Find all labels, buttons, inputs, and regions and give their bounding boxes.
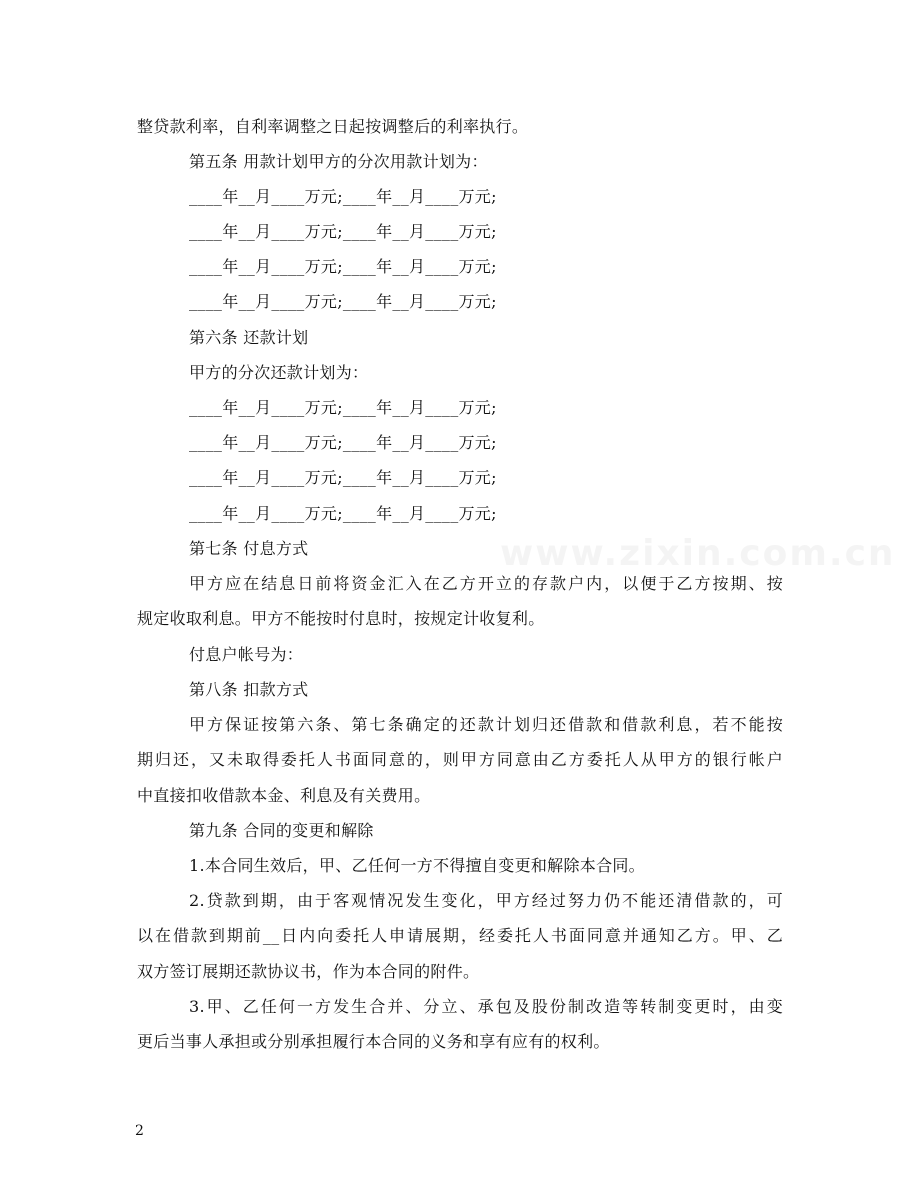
paragraph-line: 付息户帐号为：: [189, 645, 304, 664]
paragraph-line: 整贷款利率，自利率调整之日起按调整后的利率执行。: [137, 117, 529, 136]
article-7-heading: 第七条 付息方式: [189, 539, 309, 558]
page-number: 2: [135, 1123, 144, 1139]
schedule-line: ____年__月____万元;____年__月____万元;: [189, 468, 497, 487]
schedule-line: ____年__月____万元;____年__月____万元;: [189, 257, 497, 276]
paragraph-line: 1.本合同生效后，甲、乙任何一方不得擅自变更和解除本合同。: [189, 856, 645, 875]
watermark: www.zixin.com.cn: [500, 533, 896, 574]
schedule-line: ____年__月____万元;____年__月____万元;: [189, 433, 497, 452]
paragraph-line: 3.甲、乙任何一方发生合并、分立、承包及股份制改造等转制变更时，由变: [189, 997, 783, 1016]
paragraph-line: 2.贷款到期，由于客观情况发生变化，甲方经过努力仍不能还清借款的，可: [189, 891, 783, 910]
schedule-line: ____年__月____万元;____年__月____万元;: [189, 187, 497, 206]
paragraph-line: 甲方保证按第六条、第七条确定的还款计划归还借款和借款利息，若不能按: [189, 715, 783, 734]
article-5-heading: 第五条 用款计划甲方的分次用款计划为：: [189, 152, 488, 171]
schedule-line: ____年__月____万元;____年__月____万元;: [189, 398, 497, 417]
paragraph-line: 规定收取利息。甲方不能按时付息时，按规定计收复利。: [137, 609, 545, 628]
paragraph-line: 甲方应在结息日前将资金汇入在乙方开立的存款户内，以便于乙方按期、按: [189, 574, 783, 593]
article-6-heading: 第六条 还款计划: [189, 328, 309, 347]
paragraph-line: 双方签订展期还款协议书，作为本合同的附件。: [137, 962, 480, 981]
paragraph-line: 期归还，又未取得委托人书面同意的，则甲方同意由乙方委托人从甲方的银行帐户: [137, 750, 783, 769]
paragraph-line: 更后当事人承担或分别承担履行本合同的义务和享有应有的权利。: [137, 1032, 610, 1051]
paragraph-line: 中直接扣收借款本金、利息及有关费用。: [137, 786, 431, 805]
article-9-heading: 第九条 合同的变更和解除: [189, 821, 374, 840]
paragraph-line: 以在借款到期前__日内向委托人申请展期，经委托人书面同意并通知乙方。甲、乙: [137, 926, 783, 945]
schedule-line: ____年__月____万元;____年__月____万元;: [189, 222, 497, 241]
paragraph-line: 甲方的分次还款计划为：: [189, 363, 369, 382]
schedule-line: ____年__月____万元;____年__月____万元;: [189, 504, 497, 523]
article-8-heading: 第八条 扣款方式: [189, 680, 309, 699]
schedule-line: ____年__月____万元;____年__月____万元;: [189, 292, 497, 311]
